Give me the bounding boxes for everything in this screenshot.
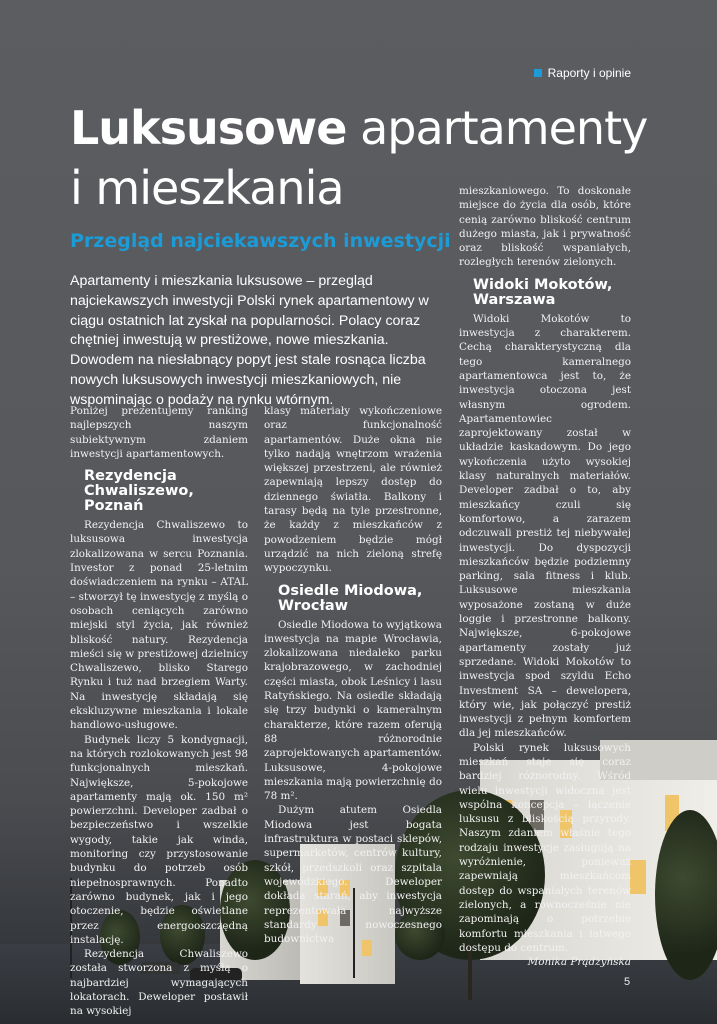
article-title: Luksusowe apartamenty: [70, 101, 648, 155]
body-paragraph: mieszkaniowego. To doskonałe miejsce do życia dla osób, które cenią zarówno bliskość centrum dużego miasta, jak i prywatność oraz bliskość wspaniałych, rozległych terenów zielonych.: [459, 185, 631, 269]
section-heading: Widoki Mokotów, Warszawa: [473, 276, 613, 308]
page-number: 5: [624, 976, 631, 988]
body-paragraph: Widoki Mokotów to inwestycja z charakterem. Cechą charakterystyczną dla tego kameralnego apartamentowca jest to, że inwestycja otoczona jest własnym ogrodem. Apartamentowiec zaprojektowany został w układzie kaskadowym. Do jego wykończenia użyto wysokiej klasy naturalnych materiałów. Developer zadbał o to, aby mieszkańcy czuli się komfortowo, a zarazem odczuwali prestiż tej niebywałej inwestycji. Do dyspozycji mieszkańców będzie podziemny parking, sala fitness i klub. Luksusowe mieszkania wyposażone zostaną w duże loggie i przestronne balkony. Największe, 6-pokojowe apartamenty zostały już sprzedane. Widoki Mokotów to inwestycja spod szyldu Echo Investment SA – dewelopera, który wie, jak połączyć prestiż inwestycji z pełnym komfortem dla jej mieszkańców.: [459, 312, 631, 740]
article-title-line2: i mieszkania: [70, 161, 344, 215]
body-paragraph: Budynek liczy 5 kondygnacji, na których rozlokowanych jest 98 funkcjonalnych mieszkań. Największe, 5-pokojowe apartamenty mają ok. 150 m² powierzchni. Developer zadbał o bezpieczeństwo i wszelkie wygody, takie jak winda, monitoring czy przystosowanie budynku do potrzeb osób niepełnosprawnych. Ponadto zarówno budynek, jak i jego otoczenie, będzie oświetlane przez energooszczędną instalację.: [70, 733, 248, 946]
lead-paragraph: Apartamenty i mieszkania luksusowe – przegląd najciekawszych inwestycji Polski rynek apartamentowy w ciągu ostatnich lat zyskał na popularności. Polacy coraz chętniej inwestują w prestiżowe, nowe mieszkania. Dowodem na niesłabnący popyt jest stale rosnąca liczba nowych luksusowych inwestycji mieszkaniowych, nie wspominając o podaży na rynku wtórnym.: [70, 273, 429, 408]
section-heading: Rezydencja Chwaliszewo, Poznań: [84, 468, 194, 515]
text-column-2: [264, 404, 442, 946]
author-signature: Monika Prądzyńska: [527, 956, 631, 969]
article-subtitle: Przegląd najciekawszych inwestycji: [70, 230, 451, 252]
body-paragraph: klasy materiały wykończeniowe oraz funkcjonalność apartamentów. Duże okna nie tylko nadają wnętrzom wrażenia większej przestrzeni, ale również zapewniają lepszy dostęp do dziennego światła. Balkony i tarasy będą na tyle przestronne, że każdy z mieszkańców z powodzeniem będzie mógł urządzić na nich zieloną strefę wypoczynku.: [264, 405, 442, 575]
body-paragraph: Polski rynek luksusowych mieszkań staje się coraz bardziej różnorodny. Wśród wielu inwestycji widoczna jest wspólna koncepcja – łączenie luksusu z bliskością przyrody. Naszym zdaniem właśnie tego rodzaju inwestycje zasługują na wyróżnienie, ponieważ zapewniają mieszkańcom dostęp do wspaniałych terenów zielonych, a równocześnie nie zapominają o potrzebie komfortu mieszkania i łatwego dostępu do centrum.: [459, 741, 631, 954]
body-paragraph: Osiedle Miodowa to wyjątkowa inwestycja na mapie Wrocławia, zlokalizowana niedaleko parku krajobrazowego, w zachodniej części miasta, obok Leśnicy i lasu Ratyńskiego. Na osiedle składają się trzy budynki o kameralnym charakterze, które razem oferują 88 różnorodnie zaprojektowanych apartamentów. Luksusowe, 4-pokojowe mieszkania mają powierzchnię do 78 m².: [264, 618, 442, 803]
bullet-square-icon: [534, 69, 542, 77]
body-paragraph: Rezydencja Chwaliszewo to luksusowa inwestycja zlokalizowana w sercu Poznania. Investor z ponad 25-letnim doświadczeniem na rynku – ATAL – stworzył tę inwestycję z myślą o osobach ceniących zarówno miejski styl życia, jak również bliskość natury. Rezydencja mieści się w prestiżowej dzielnicy Chwaliszewo, blisko Starego Rynku i tuż nad brzegiem Warty. Na inwestycję składają się ekskluzywne mieszkania i lokale handlowo-usługowe.: [70, 519, 248, 732]
body-paragraph: Rezydencja Chwaliszewo została stworzona z myślą o najbardziej wymagających lokatorach. Deweloper postawił na wysokiej: [70, 948, 248, 1018]
body-paragraph: Dużym atutem Osiedla Miodowa jest bogata infrastruktura w postaci sklepów, supermarketów, centrów kultury, szkół, przedszkoli oraz szpitala wojewódzkiego. Deweloper dokłada starań, aby inwestycja reprezentowała najwyższe standardy nowoczesnego budownictwa: [264, 804, 442, 946]
intro-paragraph: Poniżej prezentujemy ranking najlepszych naszym subiektywnym zdaniem inwestycji apartamentowych.: [70, 405, 248, 460]
section-label: Raporty i opinie: [534, 66, 631, 80]
text-column-3: [459, 184, 631, 969]
text-column-1: [70, 404, 248, 1019]
section-heading: Osiedle Miodowa, Wrocław: [278, 582, 423, 614]
